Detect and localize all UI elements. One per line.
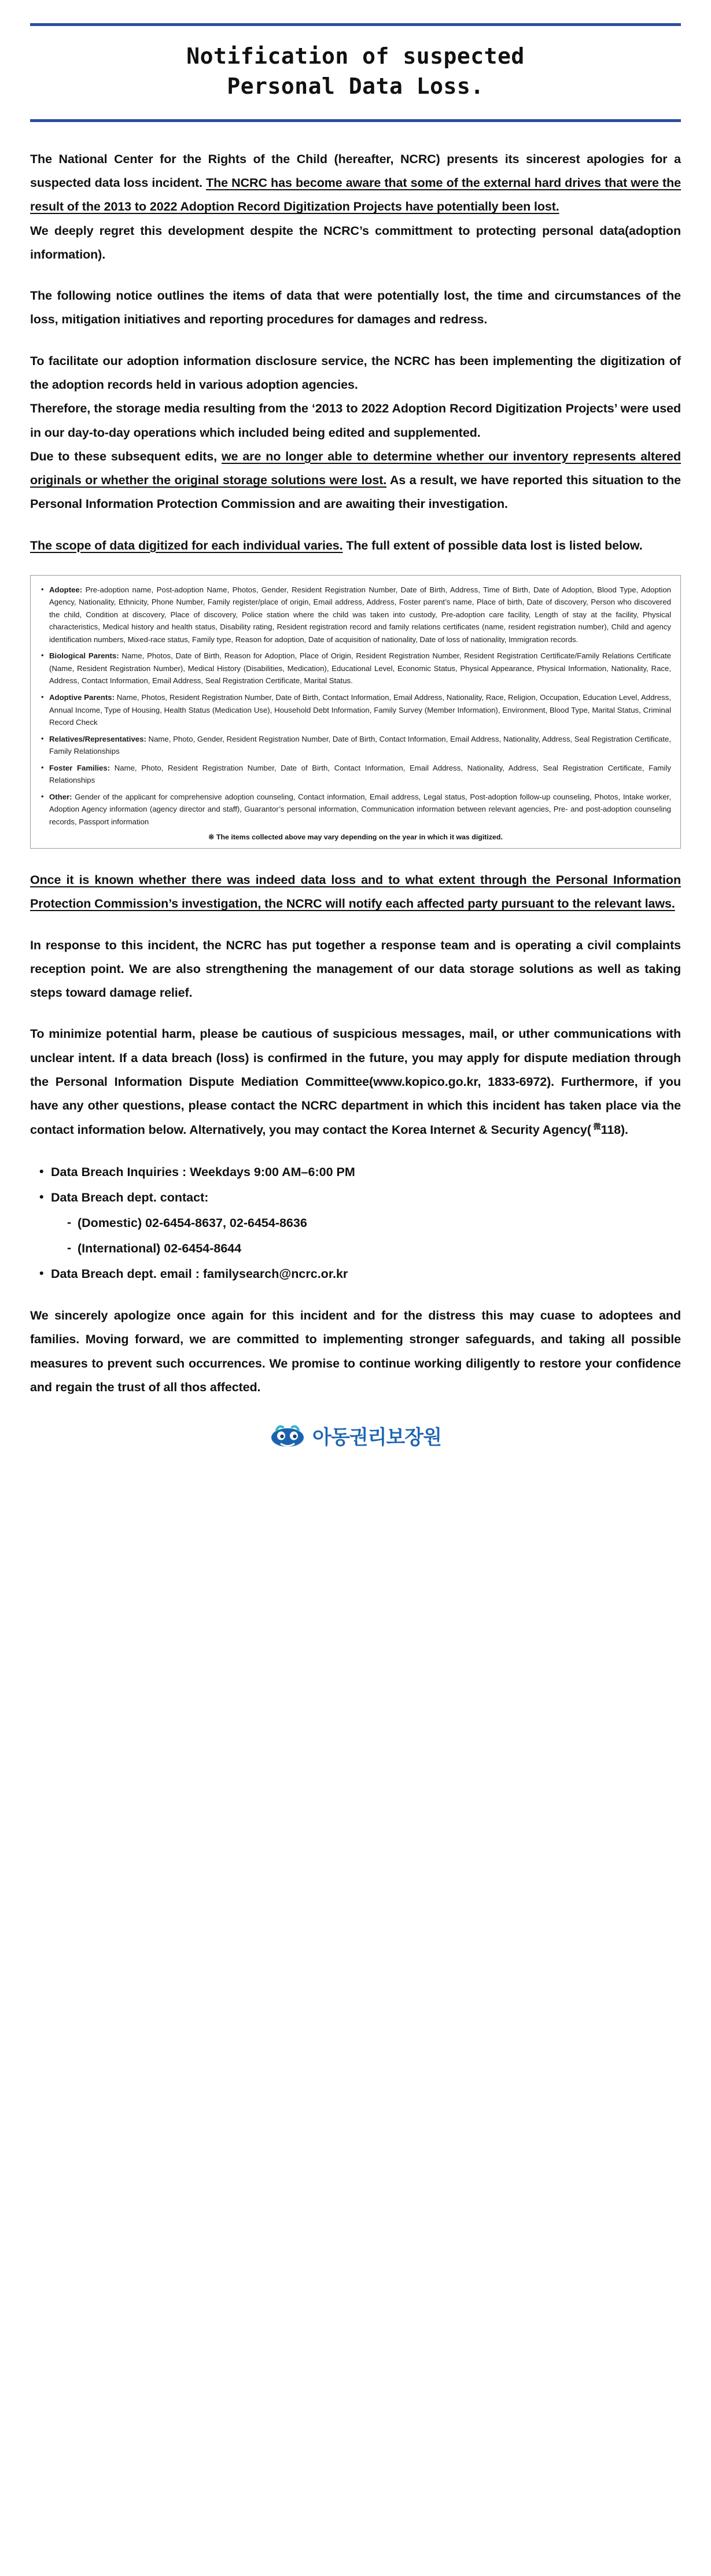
data-item-label: Other: <box>49 792 72 801</box>
data-item-text: Name, Photos, Date of Birth, Reason for Adoption, Place of Origin, Resident Registration Number, Resident Registration Certificate/Family Relations Certificate (Name, Resident Registration Number), Medical History (Disabilities, Medication), Educational Level, Economic Status, Physical Appearance, Physical Information, Nationality, Race, Address, Contact Information, Email Address, Seal Registration Certificate, Marital Status. <box>49 651 671 686</box>
data-box-note: ※ The items collected above may vary depending on the year in which it was digitized. <box>208 833 503 842</box>
contact-inquiries: • Data Breach Inquiries : Weekdays 9:00 AM–6:00 PM <box>38 1159 681 1185</box>
data-items-box <box>30 575 681 849</box>
paragraph-scope <box>30 534 681 558</box>
paragraph-intro <box>30 148 681 219</box>
data-item-label: Relatives/Representatives: <box>49 734 146 743</box>
data-item-label: Adoptive Parents: <box>49 692 115 702</box>
paragraph-edits-underlined: we are no longer able to determine whether our inventory represents altered originals or whether the original storage solutions were lost. <box>30 449 681 488</box>
list-item <box>40 691 671 729</box>
page-title-line-2: Personal Data Loss. <box>227 73 484 99</box>
paragraph-investigation: Once it is known whether there was indeed data loss and to what extent through the Personal Information Protection Commission’s investigation, the NCRC will notify each affected party pursuant to the relevant laws. <box>30 873 681 911</box>
document-title-block <box>30 23 681 122</box>
paragraph-regret: We deeply regret this development despite the NCRC’s committment to protecting personal data(adoption information). <box>30 223 681 261</box>
contact-list <box>30 1159 681 1287</box>
data-item-text: Name, Photo, Gender, Resident Registration Number, Date of Birth, Contact Information, Email Address, Nationality, Address, Seal Registration Certificate, Family Relationships <box>49 734 671 756</box>
contact-dept <box>38 1185 681 1261</box>
list-item <box>40 650 671 687</box>
paragraph-digitization: To facilitate our adoption information disclosure service, the NCRC has been implementing the digitization of the adoption records held in various adoption agencies. <box>30 353 681 392</box>
data-item-label: Adoptee: <box>49 585 83 594</box>
data-item-text: Name, Photo, Resident Registration Number, Date of Birth, Contact Information, Email Address, Nationality, Address, Seal Registration Certificate, Family Relationships <box>49 763 671 785</box>
list-item <box>40 762 671 787</box>
paragraph-intro-underlined: The NCRC has become aware that some of the external hard drives that were the result of the 2013 to 2022 Adoption Record Digitization Projects have potentially been lost. <box>30 176 681 214</box>
ncrc-logo-icon <box>270 1423 305 1449</box>
paragraph-minimize-text: To minimize potential harm, please be cautious of suspicious messages, mail, or uther communications with unclear intent. If a data breach (loss) is confirmed in the future, you may apply for dispute mediation through the Personal Information Dispute Mediation Committee(www.kopico.go.kr, 1833-6972). Furthermore, if you have any other questions, please contact the NCRC department in which this incident has taken place via the contact information below. Alternatively, you may contact the Korea Internet & Security Agency( <box>30 1027 681 1137</box>
data-item-label: Foster Families: <box>49 763 110 772</box>
contact-international: - (International) 02-6454-8644 <box>65 1236 681 1261</box>
footer-logo <box>30 1421 681 1450</box>
paragraph-minimize-end: 118). <box>601 1122 628 1137</box>
paragraph-response-team: In response to this incident, the NCRC has put together a response team and is operating a civil complaints reception point. We are also strengthening the management of our data storage solutions as well as taking steps toward damage relief. <box>30 938 681 1000</box>
paragraph-notice-outline: The following notice outlines the items of data that were potentially lost, the time and circumstances of the loss, mitigation initiatives and reporting procedures for damages and redress. <box>30 289 681 327</box>
page-title-line-1: Notification of suspected <box>186 43 525 69</box>
contact-email: • Data Breach dept. email : familysearch@ncrc.or.kr <box>38 1261 681 1287</box>
data-item-text: Pre-adoption name, Post-adoption Name, Photos, Gender, Resident Registration Number, Date of Birth, Address, Time of Birth, Date of Adoption, Blood Type, Adoption Agency, Nationality, Ethnicity, Phone Number, Family register/place of origin, Email address, Address, Foster parent’s name, Place of birth, Date of discovery, Person who discovered the child, Condition at discovery, Place of discovery, Police station where the child was taken into custody, Pre-adoption care facility, Length of stay at the facility, Physical characteristics, Medical history and health status, Disability rating, Resident registration record and family relations certificates (name, resident registration number), Child and agency identification numbers, Mixed-race status, Family type, Reason for adoption, Date of acquisition of nationality, Date of loss of nationality, Immigration records. <box>49 585 671 644</box>
list-item <box>40 791 671 828</box>
paragraph-closing-apology: We sincerely apologize once again for this incident and for the distress this may cuase to adoptees and families. Moving forward, we are committed to implementing stronger safeguards, and taking all possible measures to prevent such occurrences. We promise to continue working diligently to restore your confidence and regain the trust of all thos affected. <box>30 1309 681 1394</box>
contact-phone-list <box>51 1210 681 1261</box>
contact-domestic: - (Domestic) 02-6454-8637, 02-6454-8636 <box>65 1210 681 1236</box>
paragraph-subsequent-edits <box>30 445 681 517</box>
list-item <box>40 733 671 758</box>
contact-dept-label: Data Breach dept. contact: <box>51 1190 209 1204</box>
list-item <box>40 584 671 646</box>
paragraph-storage-media: Therefore, the storage media resulting from the ‘2013 to 2022 Adoption Record Digitization Projects’ were used in our day-to-day operations which included being edited and supplemented. <box>30 401 681 440</box>
paragraph-scope-underlined: The scope of data digitized for each individual varies. <box>30 538 343 552</box>
paragraph-minimize-harm <box>30 1022 681 1141</box>
data-item-text: Name, Photos, Resident Registration Number, Date of Birth, Contact Information, Email Address, Nationality, Race, Religion, Occupation, Education Level, Address, Annual Income, Type of Housing, Health Status (Medication Use), Household Debt Information, Family Survey (Member Information), Environment, Blood Type, Marital Status, Criminal Record Check <box>49 692 671 727</box>
data-item-label: Biological Parents: <box>49 651 119 661</box>
organization-name: 아동권리보장원 <box>312 1427 441 1449</box>
paragraph-edits-part1: Due to these subsequent edits, <box>30 449 222 463</box>
data-item-text: Gender of the applicant for comprehensive adoption counseling, Contact information, Email address, Legal status, Post-adoption follow-up counseling, Photos, Intake worker, Adoption Agency information (agency director and staff), Guarantor’s personal information, Communication information between relevant agencies, Pre- and post-adoption counseling records, Passport information <box>49 792 671 826</box>
paragraph-edits-part2: As a result, we have reported this situation to the Personal Information Protection Commission and are awaiting their investigation. <box>30 473 681 511</box>
paragraph-intro-text: The National Center for the Rights of the Child (hereafter, NCRC) presents its sincerest apologies for a suspected data loss incident. <box>30 152 681 190</box>
paragraph-superscript: 微 <box>591 1122 601 1131</box>
data-items-list <box>40 584 671 828</box>
paragraph-scope-rest: The full extent of possible data lost is listed below. <box>342 538 643 552</box>
